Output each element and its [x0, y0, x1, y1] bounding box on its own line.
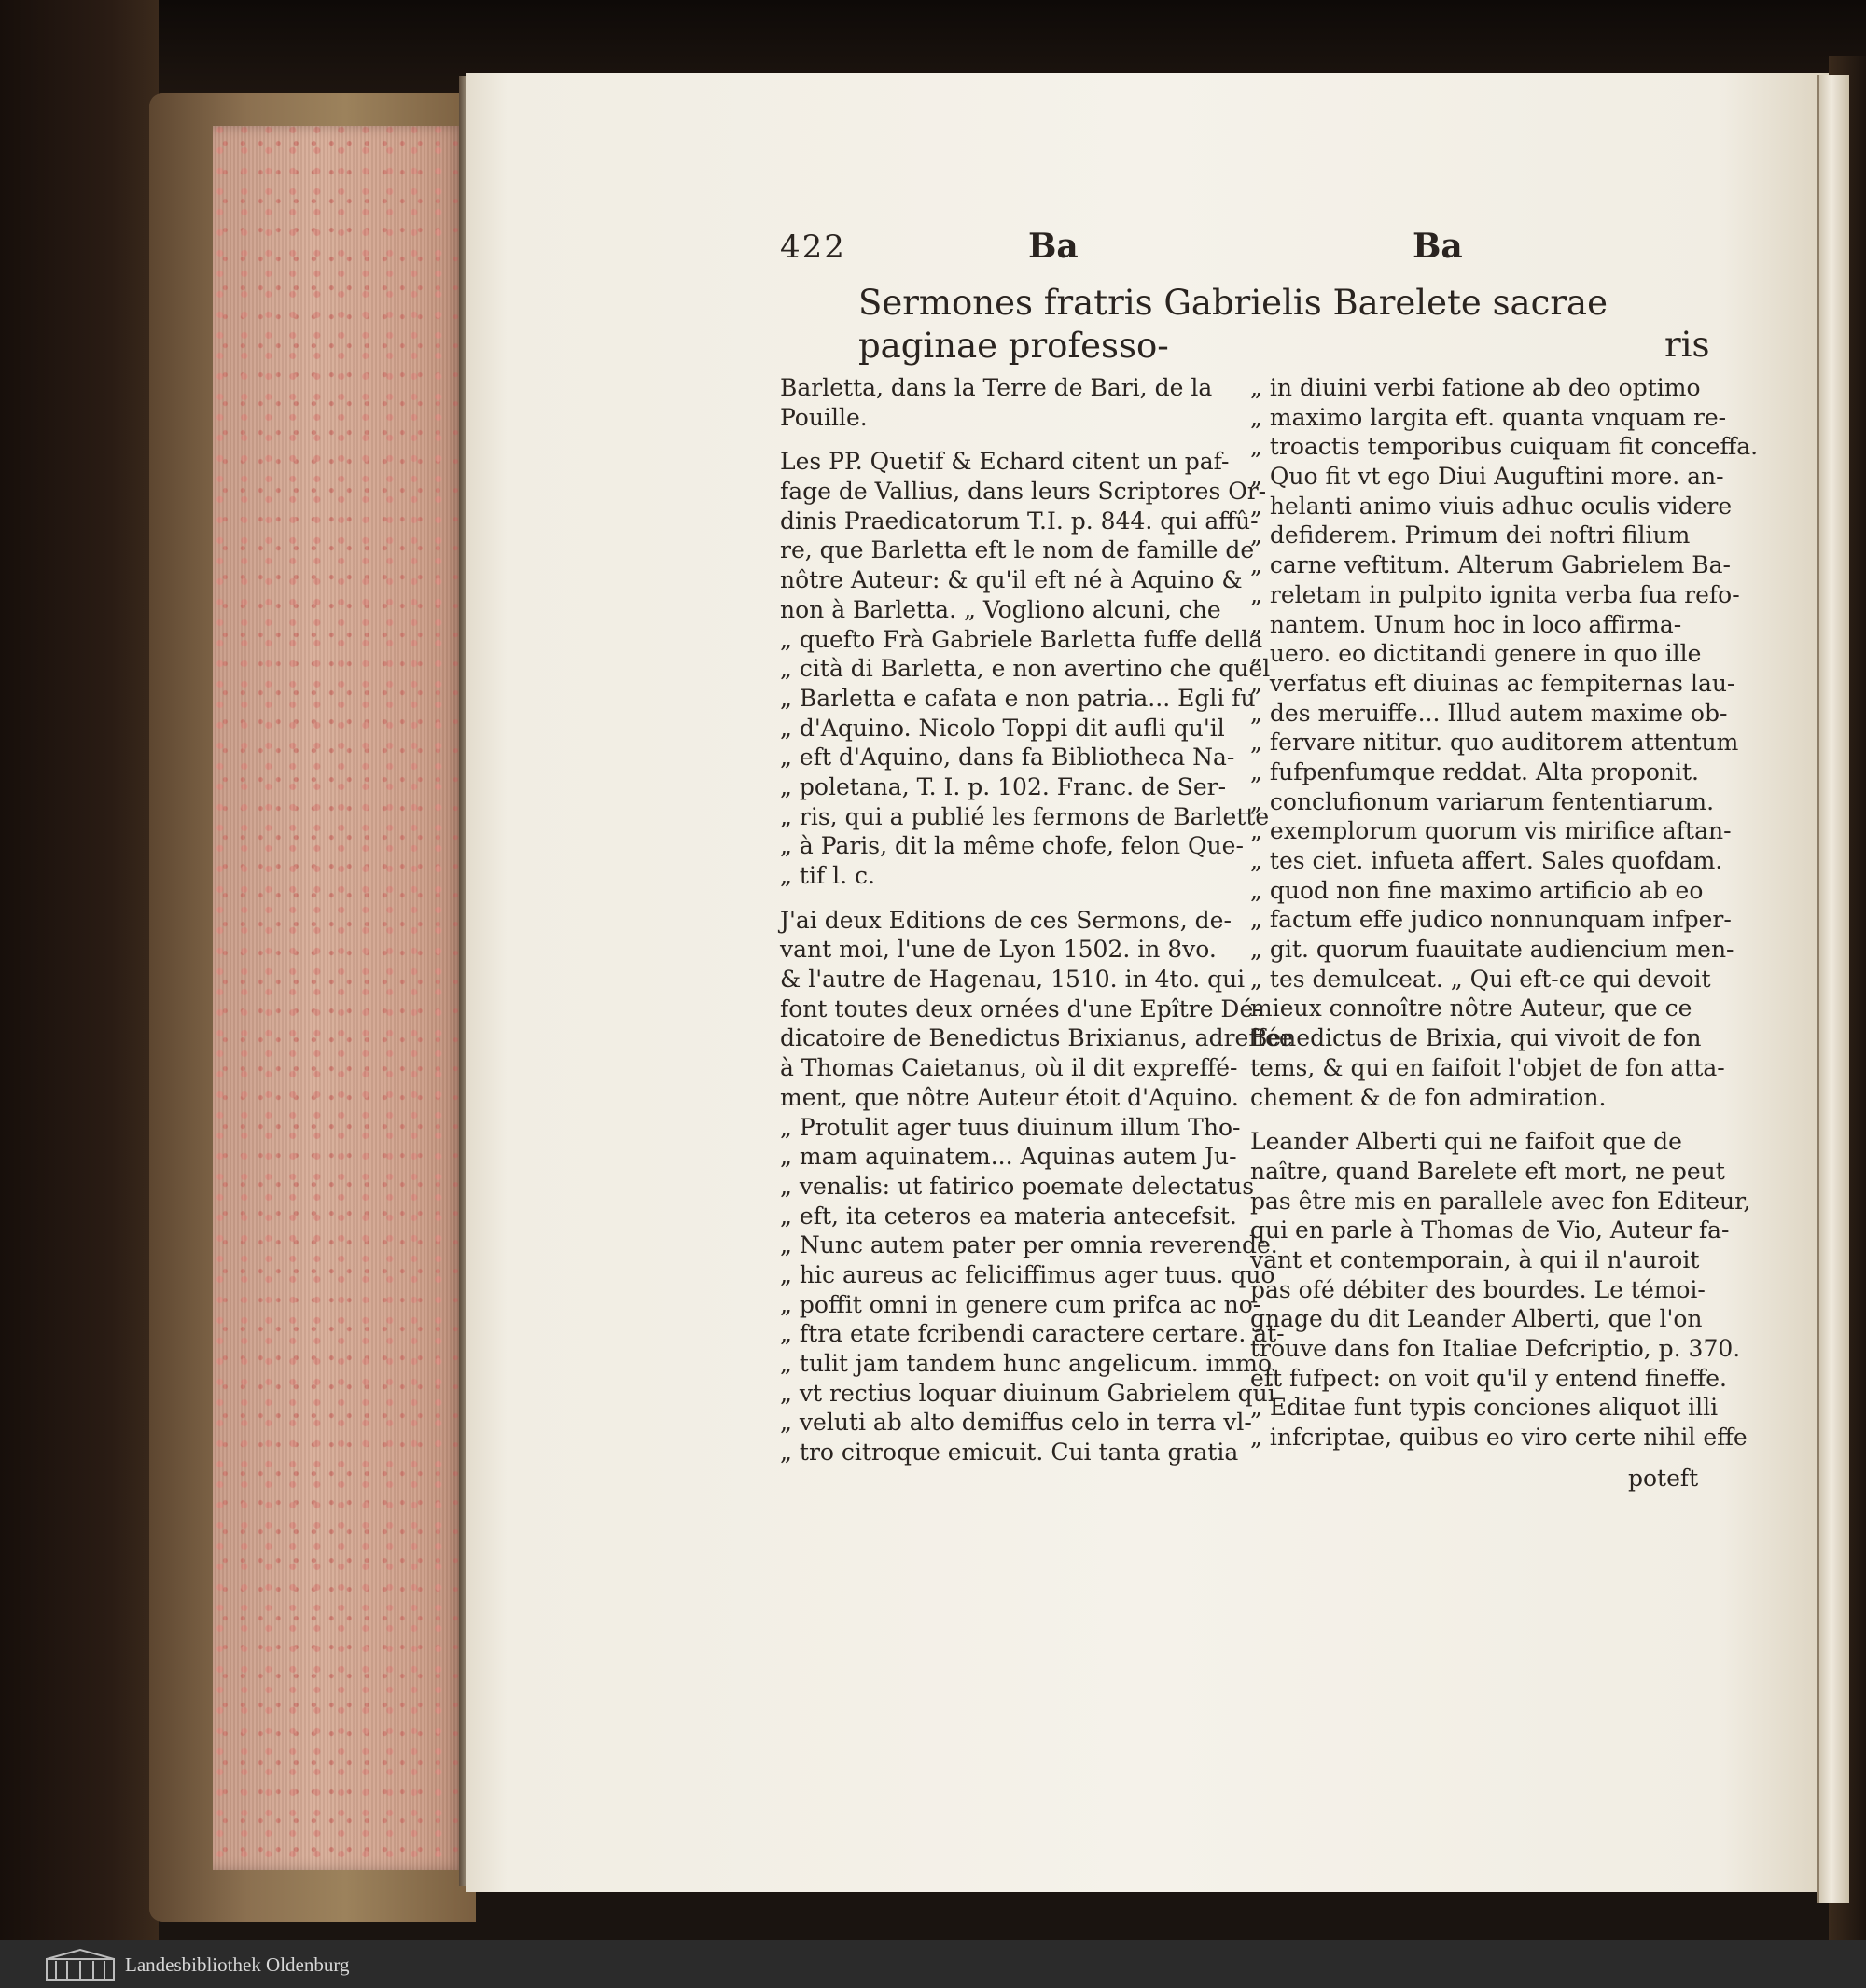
text-line: tems, & qui en faifoit l'objet de fon atta-: [1250, 1053, 1725, 1081]
text-line: „ exemplorum quorum vis mirifice aftan-: [1250, 817, 1732, 845]
text-line: „ vt rectius loquar diuinum Gabrielem qui: [780, 1379, 1275, 1407]
text-line: pas ofé débiter des bourdes. Le témoi-: [1250, 1275, 1706, 1303]
running-head-right: Ba: [1413, 227, 1463, 266]
text-line: „ Nunc autem pater per omnia reverende.: [780, 1231, 1278, 1259]
text-line: „ tro citroque emicuit. Cui tanta gratia: [780, 1439, 1239, 1467]
text-line: à Thomas Caietanus, où il dit expreffé-: [780, 1054, 1238, 1082]
text-line: „ Barletta e cafata e non patria... Egli fu: [780, 684, 1256, 712]
text-line: „ uero. eo dictitandi genere in quo ille: [1250, 640, 1702, 668]
text-line: „ Quo fit vt ego Diui Auguftini more. an-: [1250, 463, 1724, 491]
paragraph-gap: [780, 432, 1224, 447]
text-line: „ hic aureus ac feliciffimus ager tuus. quo: [780, 1260, 1275, 1288]
text-line: „ d'Aquino. Nicolo Toppi dit aufli qu'il: [780, 714, 1225, 742]
page-block-edges: [213, 126, 465, 1870]
text-line: „ mam aquinatem... Aquinas autem Ju-: [780, 1143, 1237, 1171]
text-line: „ troactis temporibus cuiquam fit conceffa.: [1250, 433, 1759, 461]
page-number: 422: [780, 229, 846, 266]
text-line: „ des meruiffe... Illud autem maxime ob-: [1250, 699, 1728, 727]
text-line: „ fufpenfumque reddat. Alta proponit.: [1250, 758, 1700, 785]
text-line: re, que Barletta eft le nom de famille de: [780, 536, 1255, 564]
text-line: „ carne veftitum. Alterum Gabrielem Ba-: [1250, 551, 1731, 579]
right-text-column: [1250, 373, 1759, 1453]
text-line: „ cità di Barletta, e non avertino che quel: [780, 655, 1271, 683]
library-building-icon: [45, 1948, 116, 1981]
text-line: „ eft, ita ceteros ea materia antecefsit.: [780, 1202, 1237, 1230]
text-line: eft fufpect: on voit qu'il y entend fineffe.: [1250, 1364, 1727, 1392]
text-line: Les PP. Quetif & Echard citent un paf-: [780, 448, 1230, 476]
text-line: trouve dans fon Italiae Defcriptio, p. 370.: [1250, 1335, 1741, 1362]
text-line: qui en parle à Thomas de Vio, Auteur fa-: [1250, 1216, 1730, 1244]
text-line: non à Barletta. „ Vogliono alcuni, che: [780, 595, 1221, 623]
paragraph-gap: [1250, 1112, 1700, 1127]
text-line: „ quod non fine maximo artificio ab eo: [1250, 876, 1704, 904]
text-line: „ conclufionum variarum fententiarum.: [1250, 787, 1715, 815]
text-line: „ tes demulceat. „ Qui eft-ce qui devoit: [1250, 965, 1711, 993]
text-line: vant moi, l'une de Lyon 1502. in 8vo.: [780, 936, 1217, 964]
text-line: mieux connoître nôtre Auteur, que ce: [1250, 994, 1692, 1022]
text-line: gnage du dit Leander Alberti, que l'on: [1250, 1305, 1703, 1333]
library-name: Landesbibliothek Oldenburg: [125, 1953, 350, 1976]
text-line: „ quefto Frà Gabriele Barletta fuffe della: [780, 625, 1263, 653]
entry-title: Sermones fratris Gabrielis Barelete sacrae paginae professo-: [858, 283, 1608, 366]
text-line: „ maximo largita eft. quanta vnquam re-: [1250, 403, 1727, 431]
text-line: chement & de fon admiration.: [1250, 1083, 1607, 1111]
text-line: „ Editae funt typis conciones aliquot illi: [1250, 1394, 1719, 1422]
left-text-column: [780, 373, 1293, 1467]
text-line: nôtre Auteur: & qu'il eft né à Aquino &: [780, 566, 1243, 594]
text-line: „ in diuini verbi fatione ab deo optimo: [1250, 374, 1701, 401]
text-line: „ defiderem. Primum dei noftri filium: [1250, 521, 1691, 549]
text-line: „ à Paris, dit la même chofe, felon Que-: [780, 832, 1244, 860]
text-line: font toutes deux ornées d'une Epître Dé-: [780, 994, 1261, 1022]
text-line: vant et contemporain, à qui il n'auroit: [1250, 1245, 1700, 1273]
text-line: „ reletam in pulpito ignita verba fua refo-: [1250, 580, 1740, 608]
dark-background-left: [0, 0, 159, 1940]
text-line: ment, que nôtre Auteur étoit d'Aquino.: [780, 1083, 1239, 1111]
running-head-left: Ba: [1028, 227, 1079, 266]
text-line: dinis Praedicatorum T.I. p. 844. qui affû-: [780, 507, 1259, 535]
text-line: „ poffit omni in genere cum prifca ac no-: [780, 1290, 1261, 1318]
paragraph-gap: [780, 891, 1224, 906]
text-line: „ ftra etate fcribendi caractere certare. at-: [780, 1320, 1285, 1348]
text-line: „ venalis: ut fatirico poemate delectatus: [780, 1172, 1255, 1200]
text-line: Leander Alberti qui ne faifoit que de: [1250, 1128, 1682, 1156]
text-line: fage de Vallius, dans leurs Scriptores Or-: [780, 478, 1267, 506]
text-line: „ poletana, T. I. p. 102. Franc. de Ser-: [780, 772, 1227, 800]
text-line: & l'autre de Hagenau, 1510. in 4to. qui: [780, 966, 1246, 994]
text-line: „ infcriptae, quibus eo viro certe nihil effe: [1250, 1424, 1748, 1452]
text-line: „ helanti animo viuis adhuc oculis videre: [1250, 492, 1733, 520]
text-line: dicatoire de Benedictus Brixianus, adreffée: [780, 1024, 1293, 1052]
text-line: „ factum effe judico nonnunquam infper-: [1250, 906, 1732, 934]
text-line: pas être mis en parallele avec fon Editeur,: [1250, 1187, 1751, 1215]
text-line: „ verfatus eft diuinas ac fempiternas lau-: [1250, 669, 1735, 697]
catchword: poteft: [1628, 1465, 1699, 1492]
text-line: Benedictus de Brixia, qui vivoit de fon: [1250, 1024, 1702, 1052]
text-line: naître, quand Barelete eft mort, ne peut: [1250, 1157, 1725, 1185]
text-line: „ tif l. c.: [780, 862, 875, 889]
text-line: „ nantem. Unum hoc in loco affirma-: [1250, 610, 1682, 638]
text-line: „ fervare nititur. quo auditorem attentum: [1250, 729, 1739, 757]
text-line: „ tulit jam tandem hunc angelicum. immo: [780, 1350, 1273, 1377]
text-line: „ Protulit ager tuus diuinum illum Tho-: [780, 1113, 1241, 1141]
text-line: Barletta, dans la Terre de Bari, de la: [780, 374, 1213, 401]
text-line: „ git. quorum fuauitate audiencium men-: [1250, 936, 1734, 964]
entry-title-continuation: ris: [1664, 325, 1710, 365]
facing-page-edge: [1817, 75, 1849, 1903]
text-line: J'ai deux Editions de ces Sermons, de-: [780, 906, 1232, 934]
text-line: „ eft d'Aquino, dans fa Bibliotheca Na-: [780, 744, 1235, 772]
text-line: „ ris, qui a publié les fermons de Barlette: [780, 802, 1270, 830]
text-line: „ veluti ab alto demiffus celo in terra vl-: [780, 1409, 1252, 1437]
text-line: Pouille.: [780, 403, 868, 431]
text-line: „ tes ciet. infueta affert. Sales quofdam.: [1250, 847, 1723, 874]
